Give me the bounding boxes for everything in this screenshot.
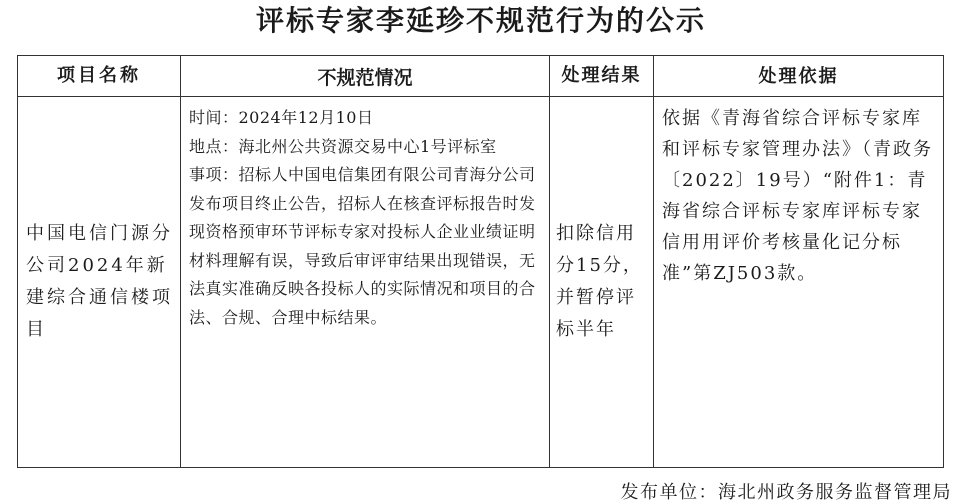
cell-project-name [18, 97, 181, 468]
header-result: 处理结果 [550, 56, 654, 97]
header-project-name: 项目名称 [18, 56, 181, 97]
disclosure-table [17, 55, 944, 468]
cell-situation [181, 97, 550, 468]
cell-result [550, 97, 654, 468]
publisher-footer: 发布单位：海北州政务服务监督管理局 [620, 482, 952, 503]
cell-basis [654, 97, 944, 468]
basis-text: 依据《青海省综合评标专家库和评标专家管理办法》（青政务〔2022〕19号）“附件1：青海省综合评标专家库评标专家信用用评价考核量化记分标准”第ZJ503款。 [662, 108, 933, 284]
table-header-row [18, 56, 944, 97]
page-title: 评标专家李延珍不规范行为的公示 [255, 4, 706, 37]
table-row [18, 97, 944, 468]
situation-place: 地点：海北州公共资源交易中心1号评标室 [189, 136, 497, 156]
header-basis: 处理依据 [654, 56, 944, 97]
situation-time: 时间：2024年12月10日 [189, 108, 374, 127]
result-text: 扣除信用分15分，并暂停评标半年 [556, 223, 643, 340]
header-situation: 不规范情况 [181, 56, 550, 97]
situation-matter: 事项：招标人中国电信集团有限公司青海分公司发布项目终止公告，招标人在核查评标报告时发现资格预审环节评标专家对投标人企业业绩证明材料理解有误，导致后审评审结果出现错误，无法真实准确反映各投标人的实际情况和项目的合法、合规、合理中标结果。 [189, 165, 536, 327]
project-name-text: 中国电信门源分公司2024年新建综合通信楼项目 [26, 223, 173, 340]
